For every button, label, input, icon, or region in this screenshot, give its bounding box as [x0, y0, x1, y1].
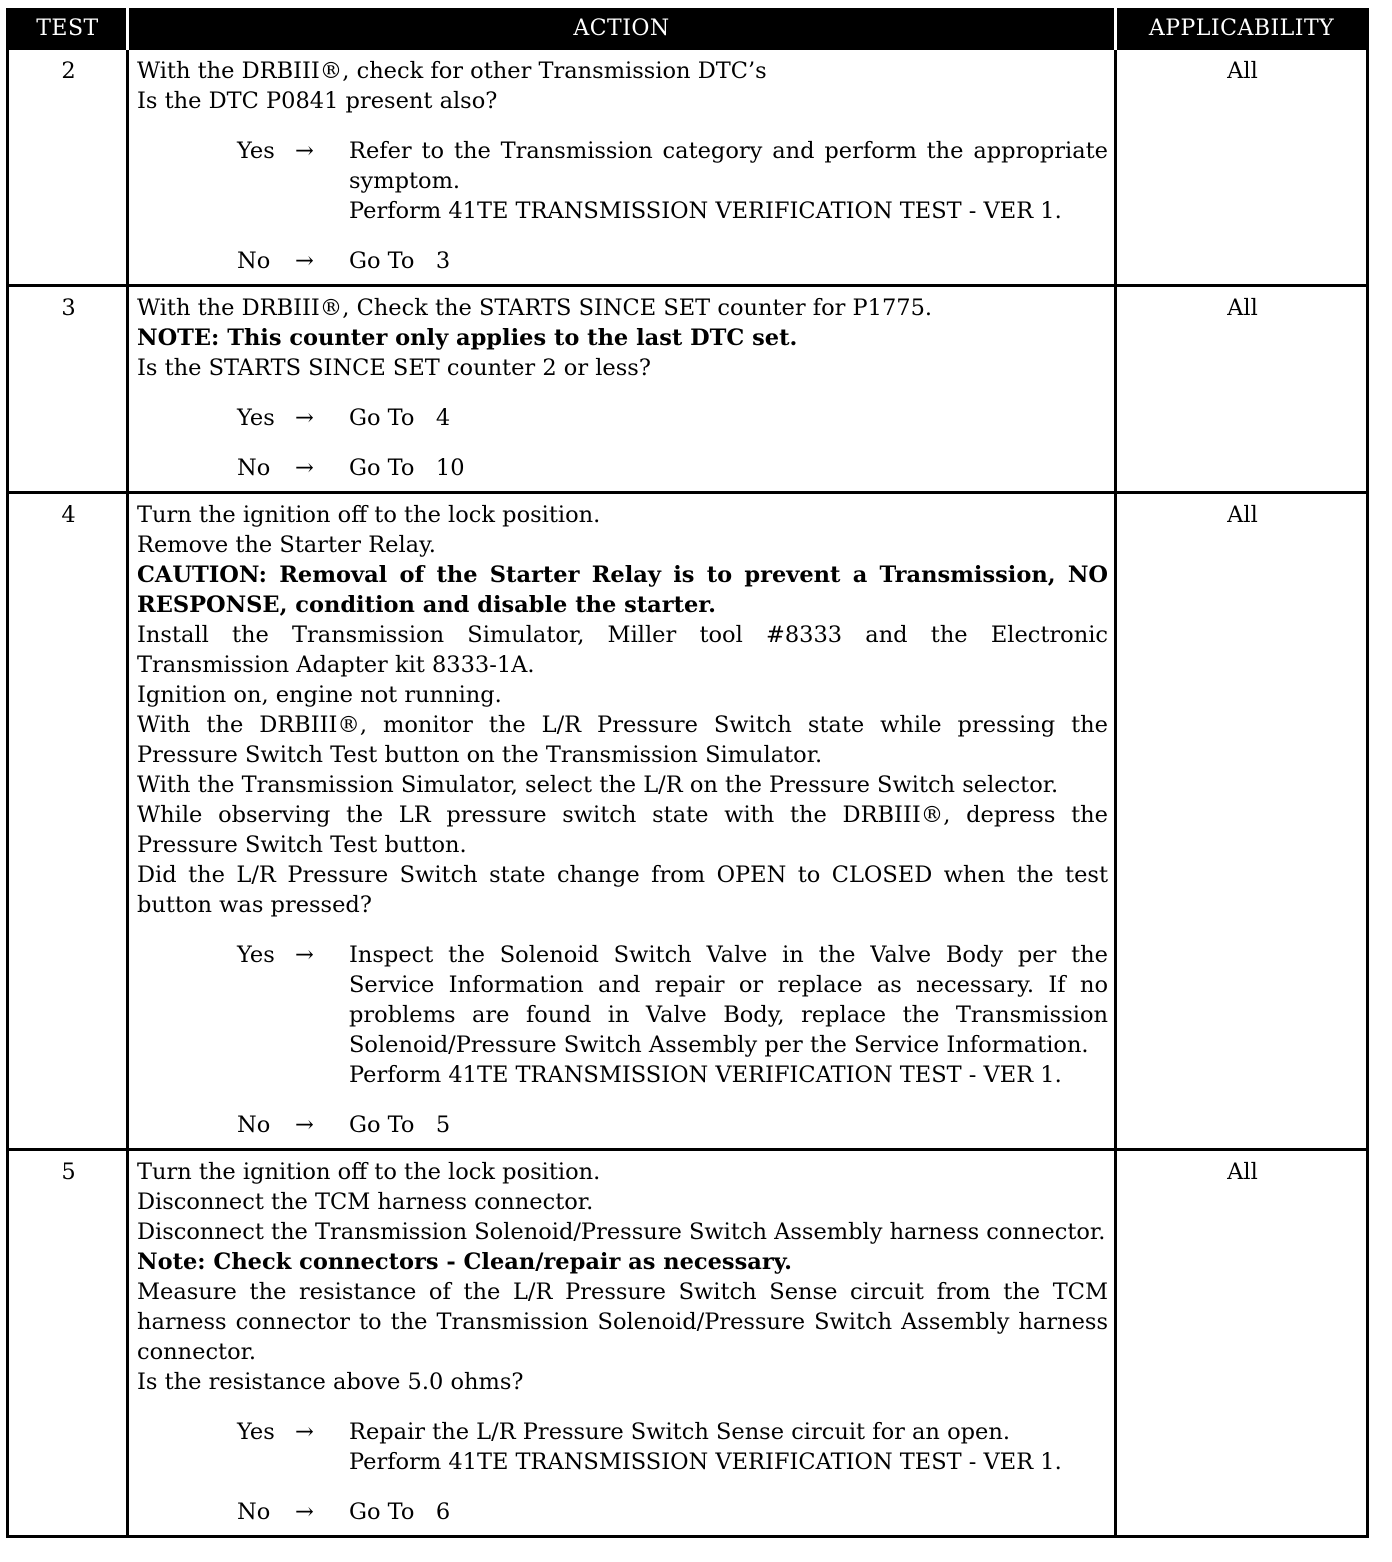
outcome-yes — [137, 940, 1116, 1090]
action-step: With the DRBIII®, monitor the L/R Pressure Switch state while pressing the Pressure Switch Test button on the Transmission Simulator. — [137, 712, 1108, 768]
arrow-right-icon: → — [295, 1112, 314, 1138]
outcome-result — [349, 1110, 1108, 1140]
outcome-result — [349, 453, 1108, 483]
test-number: 2 — [8, 49, 128, 286]
action-step: Measure the resistance of the L/R Pressure Switch Sense circuit from the TCM harness connector to the Transmission Solenoid/Pressure Switch Assembly harness connector. — [137, 1279, 1108, 1365]
outcome-result — [349, 403, 1108, 433]
test-row-5 — [8, 1150, 1368, 1537]
action-step: With the DRBIII®, Check the STARTS SINCE SET counter for P1775. — [137, 295, 933, 321]
applicability-cell: All — [1116, 49, 1368, 286]
outcome-yes — [137, 403, 1108, 433]
outcome-answer: Yes — [237, 138, 275, 164]
outcome-result-line: Go To 6 — [349, 1499, 451, 1525]
action-step: Turn the ignition off to the lock position. — [137, 1159, 601, 1185]
outcome-result — [349, 940, 1116, 1090]
action-step: Did the L/R Pressure Switch state change from OPEN to CLOSED when the test button was pressed? — [137, 862, 1108, 918]
action-step: Install the Transmission Simulator, Miller tool #8333 and the Electronic Transmission Adapter kit 8333-1A. — [137, 622, 1108, 678]
outcome-result-line: Perform 41TE TRANSMISSION VERIFICATION TEST - VER 1. — [349, 198, 1062, 224]
test-number: 3 — [8, 286, 128, 493]
table-header-row — [8, 10, 1368, 49]
outcome-result-line: Perform 41TE TRANSMISSION VERIFICATION TEST - VER 1. — [349, 1449, 1062, 1475]
outcome-result-line: Go To 4 — [349, 405, 451, 431]
action-note: NOTE: This counter only applies to the last DTC set. — [137, 325, 798, 351]
action-step: Ignition on, engine not running. — [137, 682, 502, 708]
arrow-right-icon: → — [295, 1419, 314, 1445]
arrow-right-icon: → — [295, 138, 314, 164]
action-step: With the DRBIII®, check for other Transmission DTC’s — [137, 58, 767, 84]
outcome-answer: Yes — [237, 405, 275, 431]
outcome-no — [137, 453, 1108, 483]
arrow-right-icon: → — [295, 1499, 314, 1525]
outcome-result-line: Go To 3 — [349, 248, 451, 274]
applicability-cell: All — [1116, 1150, 1368, 1537]
action-step: Turn the ignition off to the lock position. — [137, 502, 601, 528]
action-step: Remove the Starter Relay. — [137, 532, 436, 558]
outcome-answer: No — [237, 1112, 271, 1138]
test-row-3 — [8, 286, 1368, 493]
test-number: 5 — [8, 1150, 128, 1537]
arrow-right-icon: → — [295, 942, 314, 968]
test-number: 4 — [8, 493, 128, 1150]
outcome-result-line: Perform 41TE TRANSMISSION VERIFICATION TEST - VER 1. — [349, 1062, 1062, 1088]
outcome-answer: No — [237, 1499, 271, 1525]
diagnostic-page — [6, 8, 1366, 1538]
outcome-result-line: Repair the L/R Pressure Switch Sense circuit for an open. — [349, 1419, 1010, 1445]
action-note: CAUTION: Removal of the Starter Relay is to prevent a Transmission, NO RESPONSE, condition and disable the starter. — [137, 562, 1108, 618]
action-cell — [128, 286, 1116, 493]
outcome-result — [349, 246, 1108, 276]
action-cell — [128, 1150, 1116, 1537]
test-row-4 — [8, 493, 1368, 1150]
action-cell — [128, 493, 1116, 1150]
action-step: While observing the LR pressure switch state with the DRBIII®, depress the Pressure Switch Test button. — [137, 802, 1108, 858]
outcome-result — [349, 136, 1116, 226]
applicability-cell: All — [1116, 493, 1368, 1150]
outcome-answer: No — [237, 455, 271, 481]
outcome-result — [349, 1417, 1108, 1477]
arrow-right-icon: → — [295, 248, 314, 274]
outcome-result-line: Go To 10 — [349, 455, 465, 481]
outcome-answer: Yes — [237, 942, 275, 968]
action-step: Disconnect the Transmission Solenoid/Pressure Switch Assembly harness connector. — [137, 1219, 1106, 1245]
outcome-yes — [137, 136, 1116, 226]
header-applicability: APPLICABILITY — [1116, 10, 1368, 49]
outcome-no — [137, 246, 1108, 276]
outcome-result-line: Refer to the Transmission category and perform the appropriate symptom. — [349, 138, 1116, 194]
action-step: Is the STARTS SINCE SET counter 2 or less? — [137, 355, 651, 381]
action-step: Is the resistance above 5.0 ohms? — [137, 1369, 524, 1395]
header-test: TEST — [8, 10, 128, 49]
outcome-result-line: Inspect the Solenoid Switch Valve in the Valve Body per the Service Information and repair or replace as necessary. If no problems are found in Valve Body, replace the Transmission Solenoid/Pressure Switch Assembly per the Service Information. — [349, 942, 1116, 1058]
action-step: Disconnect the TCM harness connector. — [137, 1189, 594, 1215]
action-step: With the Transmission Simulator, select the L/R on the Pressure Switch selector. — [137, 772, 1059, 798]
action-cell — [128, 49, 1116, 286]
arrow-right-icon: → — [295, 455, 314, 481]
outcome-yes — [137, 1417, 1108, 1477]
header-action: ACTION — [128, 10, 1116, 49]
arrow-right-icon: → — [295, 405, 314, 431]
diagnostic-test-table — [6, 8, 1369, 1538]
outcome-answer: Yes — [237, 1419, 275, 1445]
outcome-no — [137, 1497, 1108, 1527]
action-step: Is the DTC P0841 present also? — [137, 88, 498, 114]
table-body — [8, 49, 1368, 1537]
test-row-2 — [8, 49, 1368, 286]
outcome-answer: No — [237, 248, 271, 274]
outcome-result-line: Go To 5 — [349, 1112, 451, 1138]
outcome-result — [349, 1497, 1108, 1527]
action-note: Note: Check connectors - Clean/repair as necessary. — [137, 1249, 792, 1275]
applicability-cell: All — [1116, 286, 1368, 493]
outcome-no — [137, 1110, 1108, 1140]
